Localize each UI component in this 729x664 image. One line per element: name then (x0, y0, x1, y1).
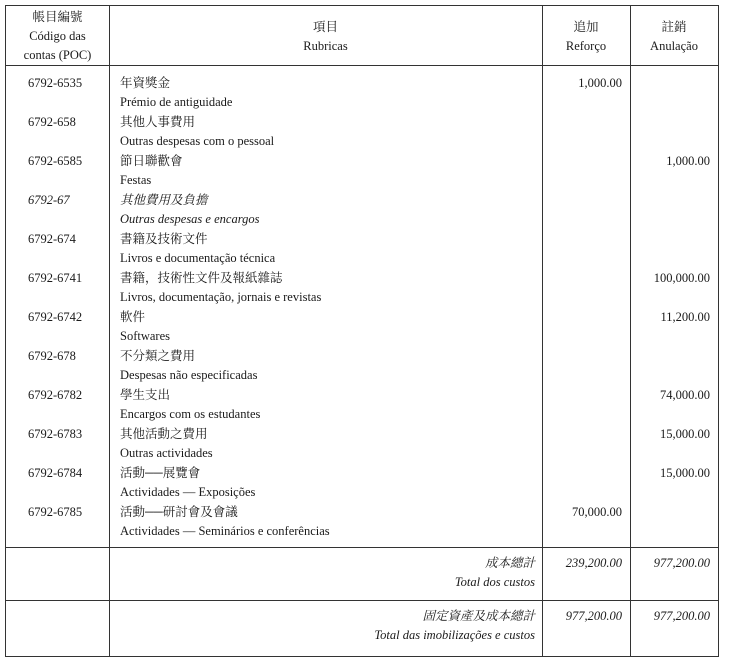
total-divider (6, 600, 718, 601)
rubric-zh: 書籍，技術性文件及報紙雜誌 (120, 271, 283, 285)
account-code: 6792-6782 (28, 388, 83, 402)
header-reinforce (542, 18, 630, 56)
header-rubric-pt: Rubricas (303, 39, 348, 53)
rubric-pt: Festas (120, 173, 152, 187)
rubric-pt: Prémio de antiguidade (120, 95, 233, 109)
rubric-pt: Outras despesas e encargos (120, 212, 260, 226)
rubric-zh: 年資獎金 (120, 76, 171, 90)
account-code: 6792-674 (28, 232, 76, 246)
account-code: 6792-67 (28, 193, 70, 207)
account-code: 6792-678 (28, 349, 76, 363)
account-code: 6792-6741 (28, 271, 83, 285)
rubric-zh: 不分類之費用 (120, 349, 196, 363)
budget-table (5, 5, 719, 657)
header-divider (6, 65, 718, 66)
rubric-zh: 其他活動之費用 (120, 427, 208, 441)
rubric-pt: Softwares (120, 329, 170, 343)
account-code: 6792-6784 (28, 466, 83, 480)
total-assets-costs-anulacao: 977,200.00 (653, 609, 710, 623)
rubric-pt: Outras despesas com o pessoal (120, 134, 275, 148)
header-code (6, 8, 109, 65)
header-cancel-pt: Anulação (650, 39, 698, 53)
header-rubric-zh: 項目 (312, 20, 338, 34)
rubric-pt: Livros e documentação técnica (120, 251, 276, 265)
total-costs-zh: 成本總計 (484, 556, 535, 570)
rubric-zh: 軟件 (120, 310, 146, 324)
account-code: 6792-658 (28, 115, 76, 129)
anulacao-value: 74,000.00 (660, 388, 710, 402)
rubric-zh: 活動──展覽會 (120, 466, 201, 480)
total-costs-reforco: 239,200.00 (565, 556, 622, 570)
rubric-zh: 學生支出 (120, 388, 171, 402)
total-assets-costs-pt: Total das imobilizações e custos (374, 628, 535, 642)
rubric-zh: 其他費用及負擔 (120, 193, 208, 207)
header-rubric (109, 18, 542, 56)
rubric-zh: 書籍及技術文件 (120, 232, 208, 246)
rubric-pt: Actividades — Seminários e conferências (120, 524, 330, 538)
account-code: 6792-6535 (28, 76, 83, 90)
header-reinforce-zh: 追加 (573, 20, 599, 34)
account-code: 6792-6785 (28, 505, 83, 519)
rubric-pt: Outras actividades (120, 446, 213, 460)
header-reinforce-pt: Reforço (565, 39, 607, 53)
anulacao-value: 15,000.00 (660, 466, 710, 480)
rubric-pt: Encargos com os estudantes (120, 407, 261, 421)
rubric-zh: 其他人事費用 (120, 115, 196, 129)
total-costs-anulacao: 977,200.00 (653, 556, 710, 570)
total-costs-pt: Total dos custos (454, 575, 535, 589)
header-cancel (630, 18, 718, 56)
reforco-value: 70,000.00 (572, 505, 622, 519)
total-assets-costs-zh: 固定資產及成本總計 (422, 609, 535, 623)
anulacao-value: 15,000.00 (660, 427, 710, 441)
anulacao-value: 100,000.00 (653, 271, 710, 285)
rubric-pt: Despesas não especificadas (120, 368, 258, 382)
header-cancel-zh: 註銷 (661, 20, 687, 34)
reforco-value: 1,000.00 (578, 76, 622, 90)
anulacao-value: 11,200.00 (660, 310, 710, 324)
header-code-pt-1: Código das (29, 29, 86, 43)
account-code: 6792-6585 (28, 154, 83, 168)
header-code-zh: 帳目編號 (32, 10, 83, 24)
rubric-zh: 活動──研討會及會議 (120, 505, 238, 519)
account-code: 6792-6742 (28, 310, 83, 324)
header-code-pt-2: contas (POC) (23, 48, 92, 62)
body-divider (6, 547, 718, 548)
anulacao-value: 1,000.00 (666, 154, 710, 168)
total-assets-costs-reforco: 977,200.00 (565, 609, 622, 623)
rubric-zh: 節日聯歡會 (120, 154, 183, 168)
rubric-pt: Actividades — Exposições (120, 485, 256, 499)
rubric-pt: Livros, documentação, jornais e revistas (120, 290, 322, 304)
account-code: 6792-6783 (28, 427, 83, 441)
column-divider (109, 6, 110, 656)
